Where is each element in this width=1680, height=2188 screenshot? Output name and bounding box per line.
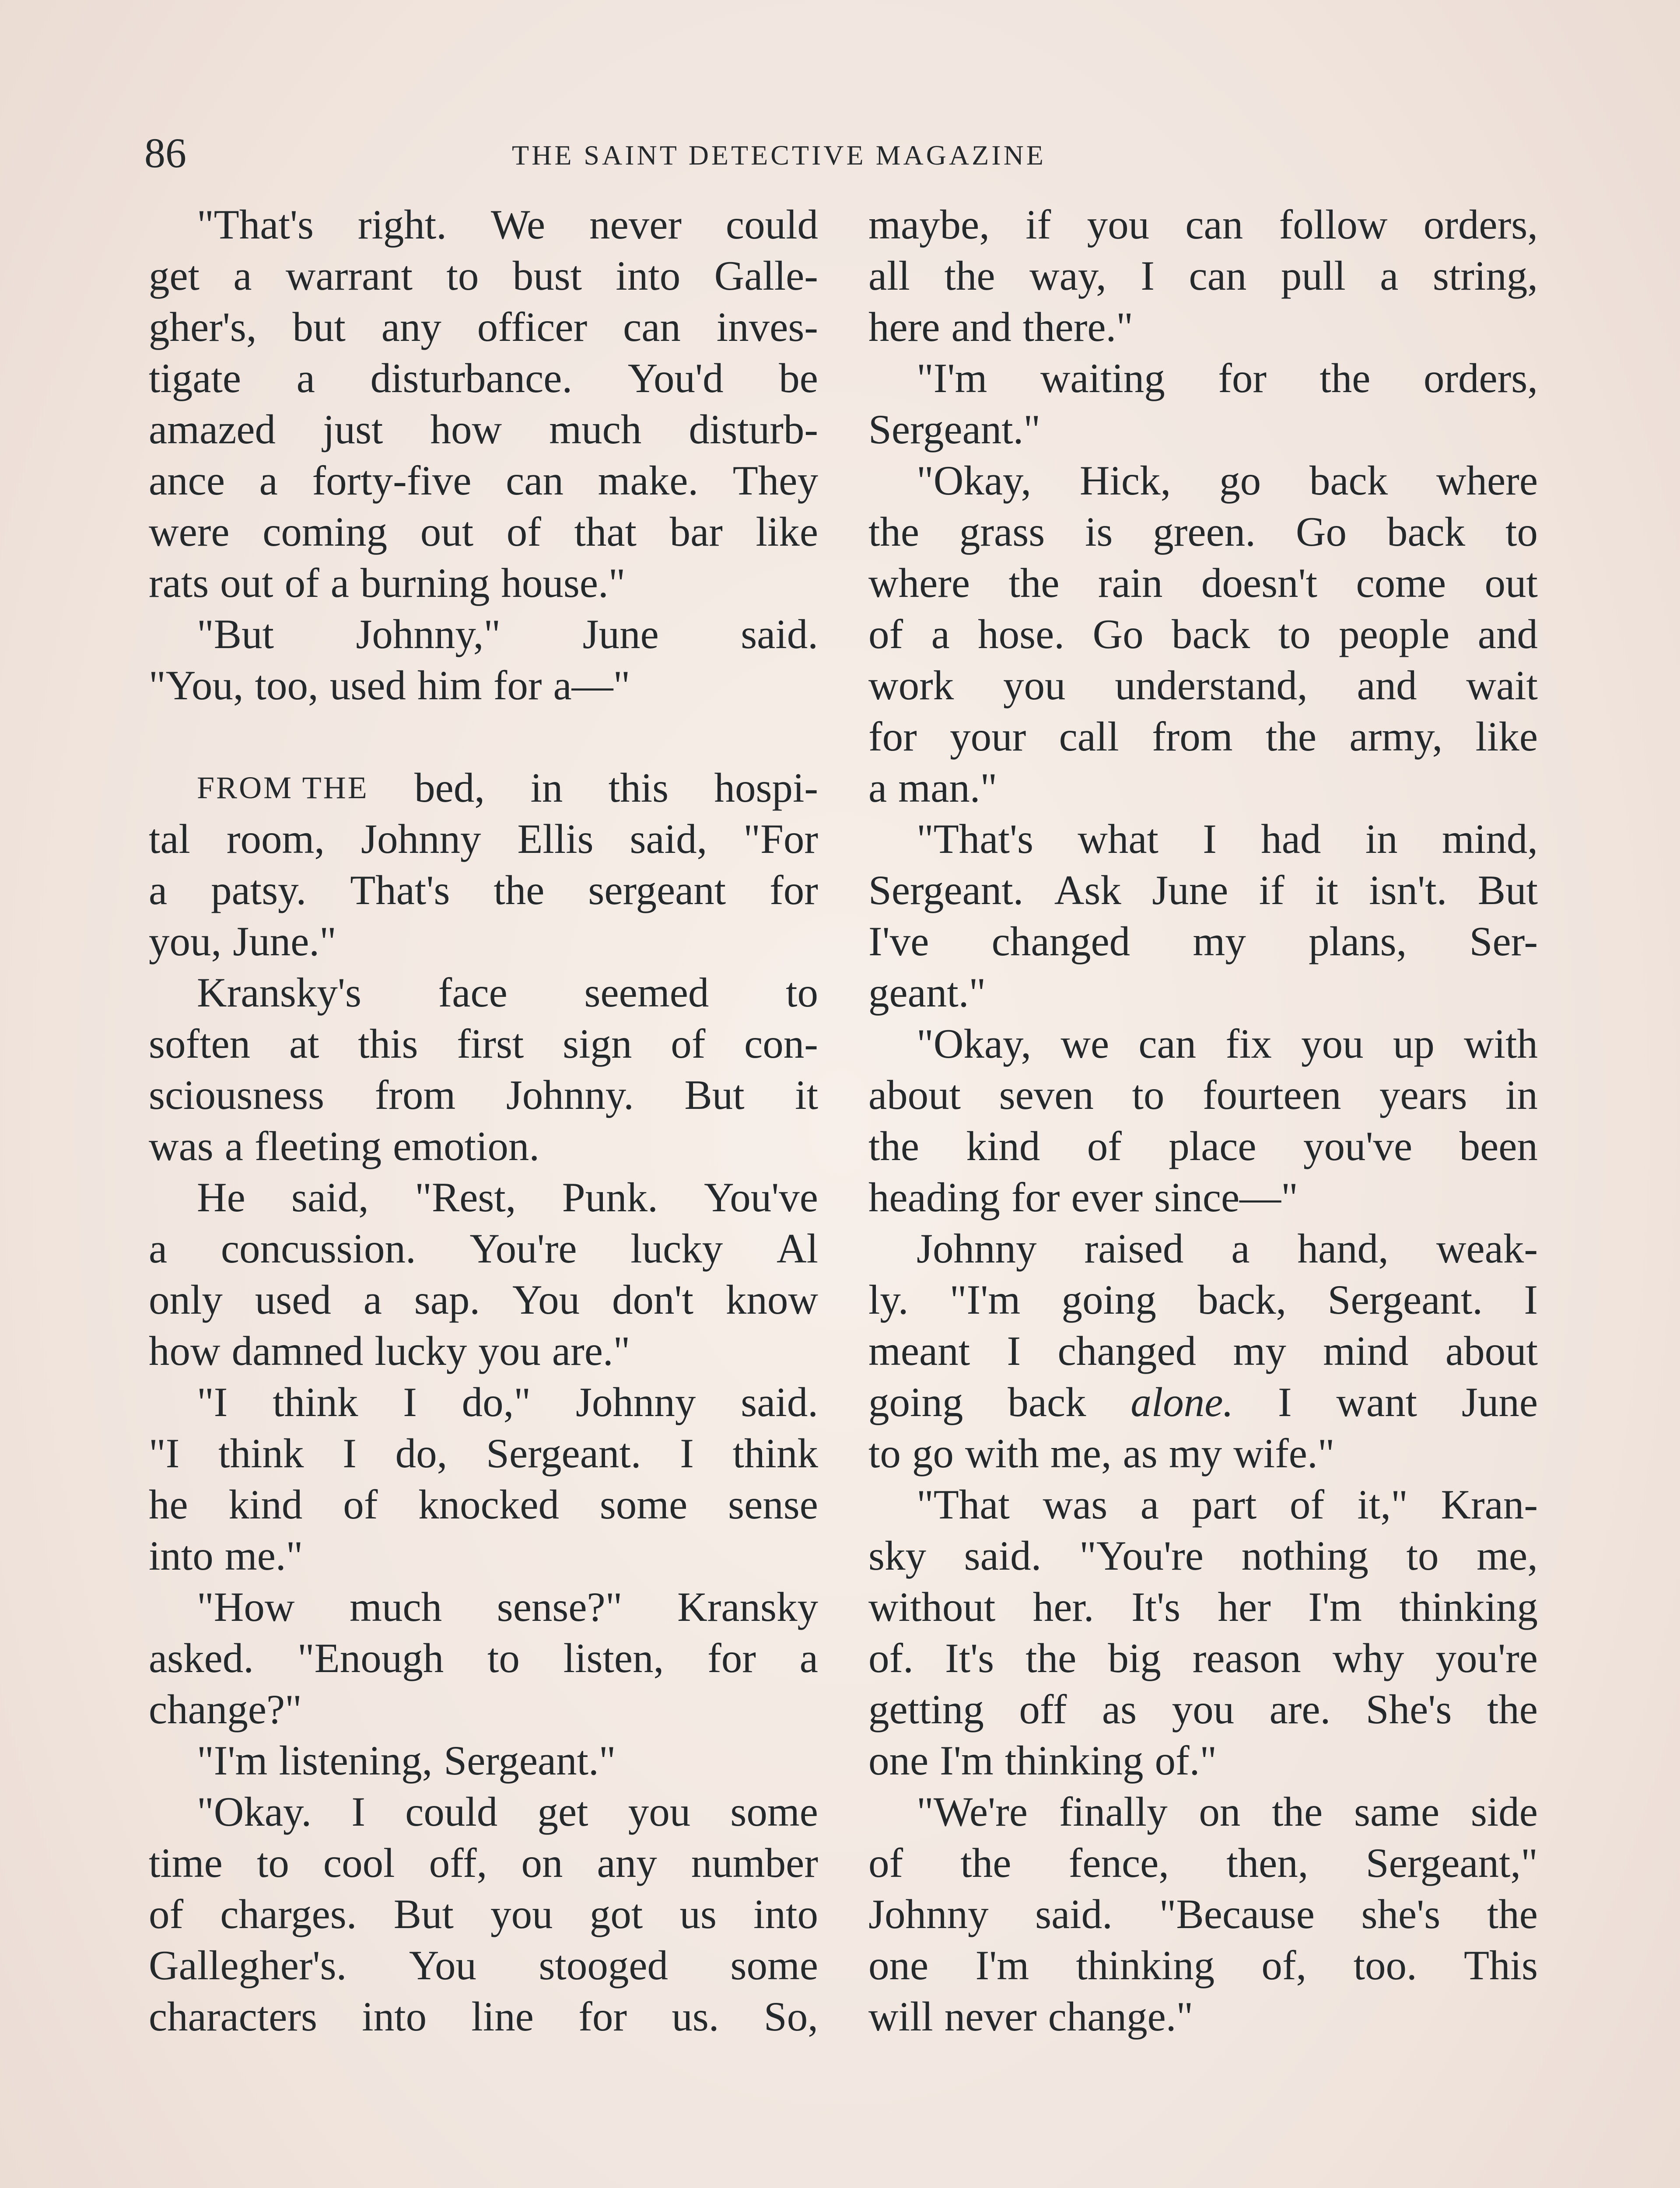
- text-line: without her. It's her I'm thinking: [868, 1584, 1538, 1630]
- text-line: "That was a part of it," Kran-: [917, 1481, 1538, 1528]
- running-head: THE SAINT DETECTIVE MAGAZINE: [512, 140, 1046, 171]
- text-line: one I'm thinking of.": [868, 1737, 1217, 1784]
- text-line: you, June.": [149, 918, 336, 964]
- text-line: work you understand, and wait: [868, 662, 1538, 708]
- text-line: "Okay, we can fix you up with: [917, 1020, 1538, 1067]
- text-line: I've changed my plans, Ser-: [868, 918, 1538, 964]
- text-line: was a fleeting emotion.: [149, 1123, 540, 1169]
- text-line: "You, too, used him for a—": [149, 662, 630, 708]
- text-line: gher's, but any officer can inves-: [149, 304, 818, 350]
- text-line: were coming out of that bar like: [149, 508, 818, 555]
- text-line: for your call from the army, like: [868, 713, 1538, 760]
- text-line: the kind of place you've been: [868, 1123, 1538, 1169]
- text-line: soften at this first sign of con-: [149, 1020, 818, 1067]
- text-line: change?": [149, 1686, 302, 1732]
- text-line: Johnny raised a hand, weak-: [917, 1225, 1538, 1272]
- text-line: how damned lucky you are.": [149, 1328, 630, 1374]
- text-line: getting off as you are. She's the: [868, 1686, 1538, 1732]
- text-line: "I think I do, Sergeant. I think: [149, 1430, 818, 1476]
- text-line: "I'm listening, Sergeant.": [197, 1737, 616, 1784]
- text-line: "That's right. We never could: [197, 201, 818, 248]
- text-line: to go with me, as my wife.": [868, 1430, 1335, 1476]
- text-line: Johnny said. "Because she's the: [868, 1891, 1538, 1937]
- text-line: FROM THE bed, in this hospi-: [149, 762, 818, 813]
- text-line: asked. "Enough to listen, for a: [149, 1635, 818, 1681]
- text-line: the grass is green. Go back to: [868, 508, 1538, 555]
- text-line: rats out of a burning house.": [149, 560, 626, 606]
- text-line: time to cool off, on any number: [149, 1840, 818, 1886]
- text-line: He said, "Rest, Punk. You've: [197, 1174, 818, 1220]
- text-line: all the way, I can pull a string,: [868, 252, 1538, 299]
- text-column-left: [149, 199, 818, 2042]
- text-column-right: [868, 199, 1538, 2042]
- text-line: Gallegher's. You stooged some: [149, 1942, 818, 1988]
- text-line: "I'm waiting for the orders,: [917, 355, 1538, 401]
- text-line: a man.": [868, 764, 998, 811]
- text-line: maybe, if you can follow orders,: [868, 201, 1538, 248]
- text-line: "How much sense?" Kransky: [197, 1584, 818, 1630]
- page-number: 86: [144, 130, 186, 176]
- text-line: of a hose. Go back to people and: [868, 611, 1538, 657]
- text-line: ly. "I'm going back, Sergeant. I: [868, 1276, 1538, 1323]
- text-line: characters into line for us. So,: [149, 1993, 818, 2040]
- text-line: get a warrant to bust into Galle-: [149, 252, 818, 299]
- text-line: "I think I do," Johnny said.: [197, 1379, 818, 1425]
- text-line: he kind of knocked some sense: [149, 1481, 818, 1528]
- text-line: a concussion. You're lucky Al: [149, 1225, 818, 1272]
- text-line: only used a sap. You don't know: [149, 1276, 818, 1323]
- text-line: meant I changed my mind about: [868, 1328, 1538, 1374]
- text-line: "But Johnny," June said.: [197, 611, 818, 657]
- text-line: "Okay, Hick, go back where: [917, 457, 1538, 504]
- text-line: "That's what I had in mind,: [917, 816, 1538, 862]
- text-line: one I'm thinking of, too. This: [868, 1942, 1538, 1988]
- text-line: amazed just how much disturb-: [149, 406, 818, 452]
- text-line: tigate a disturbance. You'd be: [149, 355, 818, 401]
- text-line: a patsy. That's the sergeant for: [149, 867, 818, 913]
- text-line: where the rain doesn't come out: [868, 560, 1538, 606]
- text-line: sciousness from Johnny. But it: [149, 1072, 818, 1118]
- text-line: "Okay. I could get you some: [197, 1788, 818, 1835]
- text-line: tal room, Johnny Ellis said, "For: [149, 816, 818, 862]
- text-line: heading for ever since—": [868, 1174, 1298, 1220]
- text-line: about seven to fourteen years in: [868, 1072, 1538, 1118]
- text-line: sky said. "You're nothing to me,: [868, 1532, 1538, 1579]
- text-line: going back alone. I want June: [868, 1379, 1538, 1425]
- text-line: of. It's the big reason why you're: [868, 1635, 1538, 1681]
- text-line: ance a forty-five can make. They: [149, 457, 818, 504]
- text-line: of charges. But you got us into: [149, 1891, 818, 1937]
- text-line: will never change.": [868, 1993, 1194, 2040]
- text-line: geant.": [868, 969, 986, 1016]
- text-line: Sergeant.": [868, 406, 1041, 452]
- text-line: of the fence, then, Sergeant,": [868, 1840, 1538, 1886]
- section-lead-in: FROM THE: [197, 770, 369, 805]
- text-line: into me.": [149, 1532, 303, 1579]
- text-line: here and there.": [868, 304, 1134, 350]
- text-line: "We're finally on the same side: [917, 1788, 1538, 1835]
- text-line: Sergeant. Ask June if it isn't. But: [868, 867, 1538, 913]
- text-line: Kransky's face seemed to: [197, 969, 818, 1016]
